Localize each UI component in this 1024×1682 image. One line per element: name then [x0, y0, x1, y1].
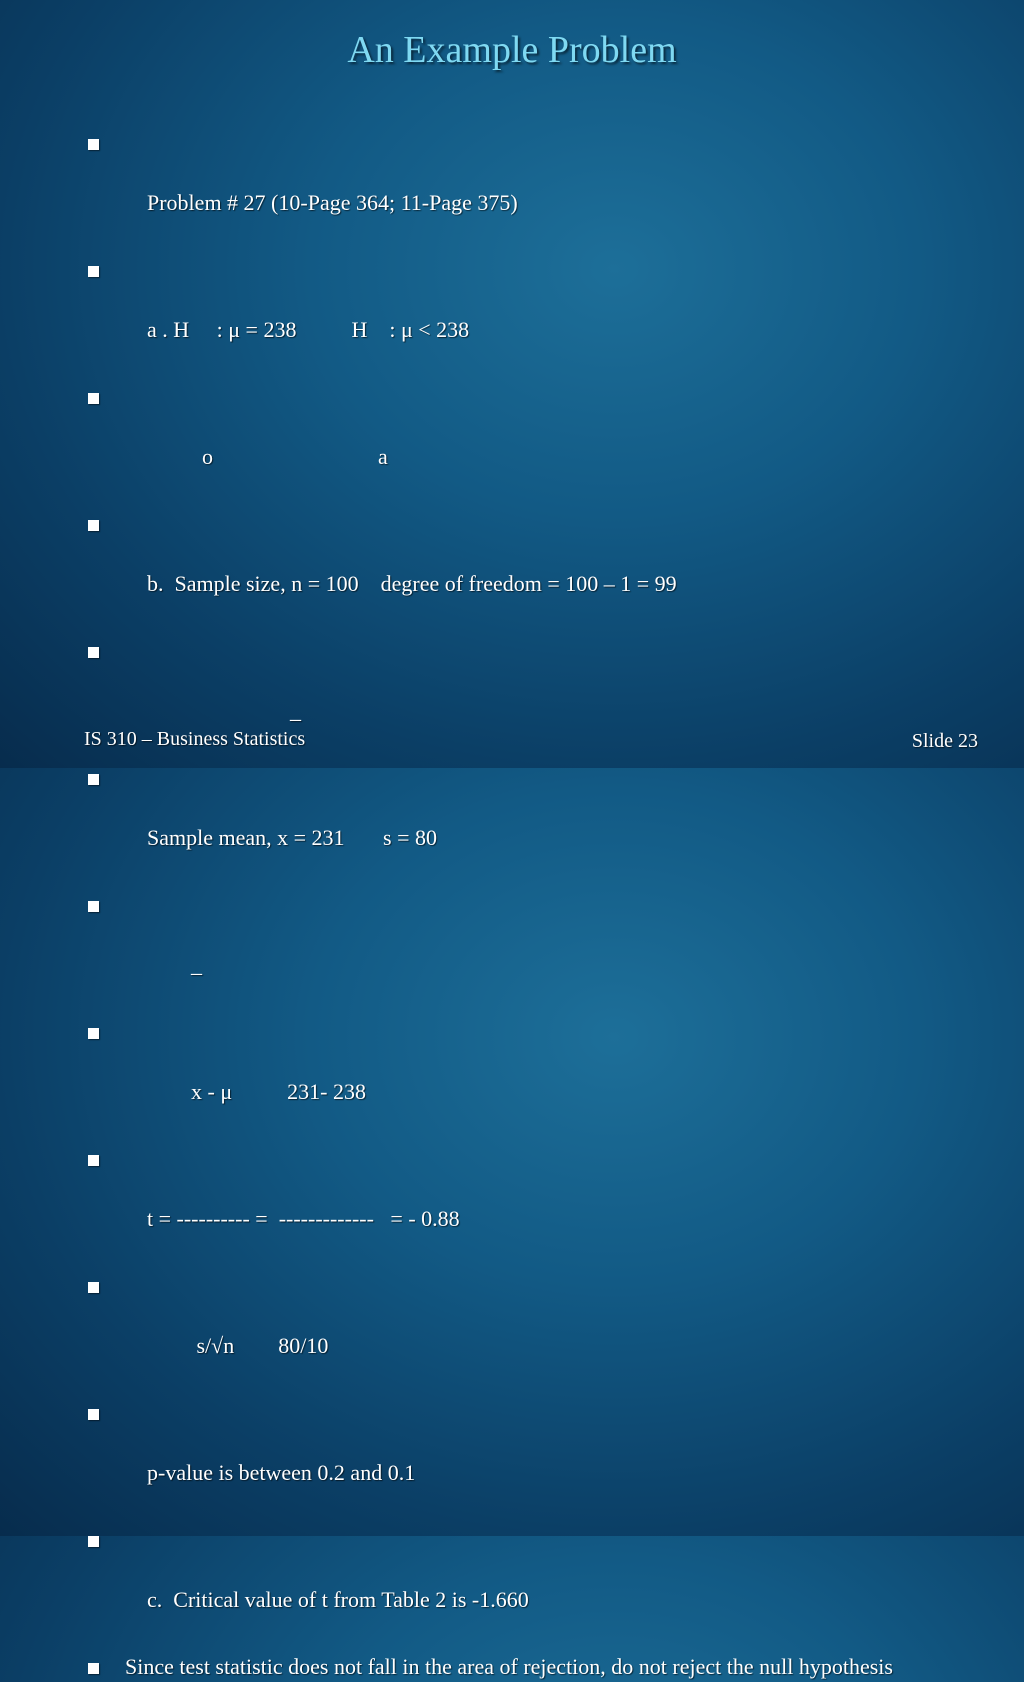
bullet-text: _	[147, 952, 202, 977]
square-bullet-icon	[88, 1409, 99, 1420]
bullet-item-formula-t	[86, 1144, 946, 1264]
bullet-text: c. Critical value of t from Table 2 is -1.660	[147, 1587, 529, 1612]
bullet-text: Sample mean, x = 231 s = 80	[147, 825, 438, 850]
bullet-item-sample-mean	[86, 763, 946, 883]
square-bullet-icon	[88, 774, 99, 785]
bullet-item-hypotheses-subscripts	[86, 382, 946, 502]
slide-number: Slide 23	[911, 730, 978, 752]
square-bullet-icon	[88, 901, 99, 912]
bullet-text: b. Sample size, n = 100 degree of freedom = 100 – 1 = 99	[147, 571, 677, 596]
bullet-item-formula-numerator	[86, 1017, 946, 1137]
slide-title: An Example Problem	[347, 29, 677, 71]
bullet-item-formula-overline	[86, 890, 946, 1010]
square-bullet-icon	[88, 1155, 99, 1166]
bullet-text: p-value is between 0.2 and 0.1	[147, 1460, 416, 1485]
bullet-item-critical-value	[86, 1525, 946, 1645]
square-bullet-icon	[88, 393, 99, 404]
bullet-text: t = ---------- = ------------- = - 0.88	[147, 1206, 460, 1231]
square-bullet-icon	[88, 266, 99, 277]
bullet-item-sample-size	[86, 509, 946, 629]
square-bullet-icon	[88, 1028, 99, 1039]
bullet-text: _	[147, 698, 301, 723]
bullet-text: Problem # 27 (10-Page 364; 11-Page 375)	[147, 190, 518, 215]
bullet-text: x - μ 231- 238	[147, 1079, 366, 1104]
bullet-item-hypotheses	[86, 255, 946, 375]
footer-course-name: IS 310 – Business Statistics	[84, 728, 306, 750]
bullet-item-formula-denominator	[86, 1271, 946, 1391]
bullet-text: a . H : μ = 238 H : μ < 238	[147, 317, 470, 342]
bullet-item-problem	[86, 128, 946, 248]
square-bullet-icon	[88, 520, 99, 531]
bullet-item-conclusion	[86, 1652, 946, 1682]
square-bullet-icon	[88, 647, 99, 658]
square-bullet-icon	[88, 139, 99, 150]
bullet-text: o a	[147, 444, 388, 469]
bullet-item-p-value	[86, 1398, 946, 1518]
square-bullet-icon	[88, 1663, 99, 1674]
bullet-text: Since test statistic does not fall in the area of rejection, do not reject the null hypothesis	[125, 1654, 893, 1679]
bullet-text: s/√n 80/10	[147, 1333, 329, 1358]
square-bullet-icon	[88, 1282, 99, 1293]
square-bullet-icon	[88, 1536, 99, 1547]
bullet-list	[86, 128, 946, 1682]
